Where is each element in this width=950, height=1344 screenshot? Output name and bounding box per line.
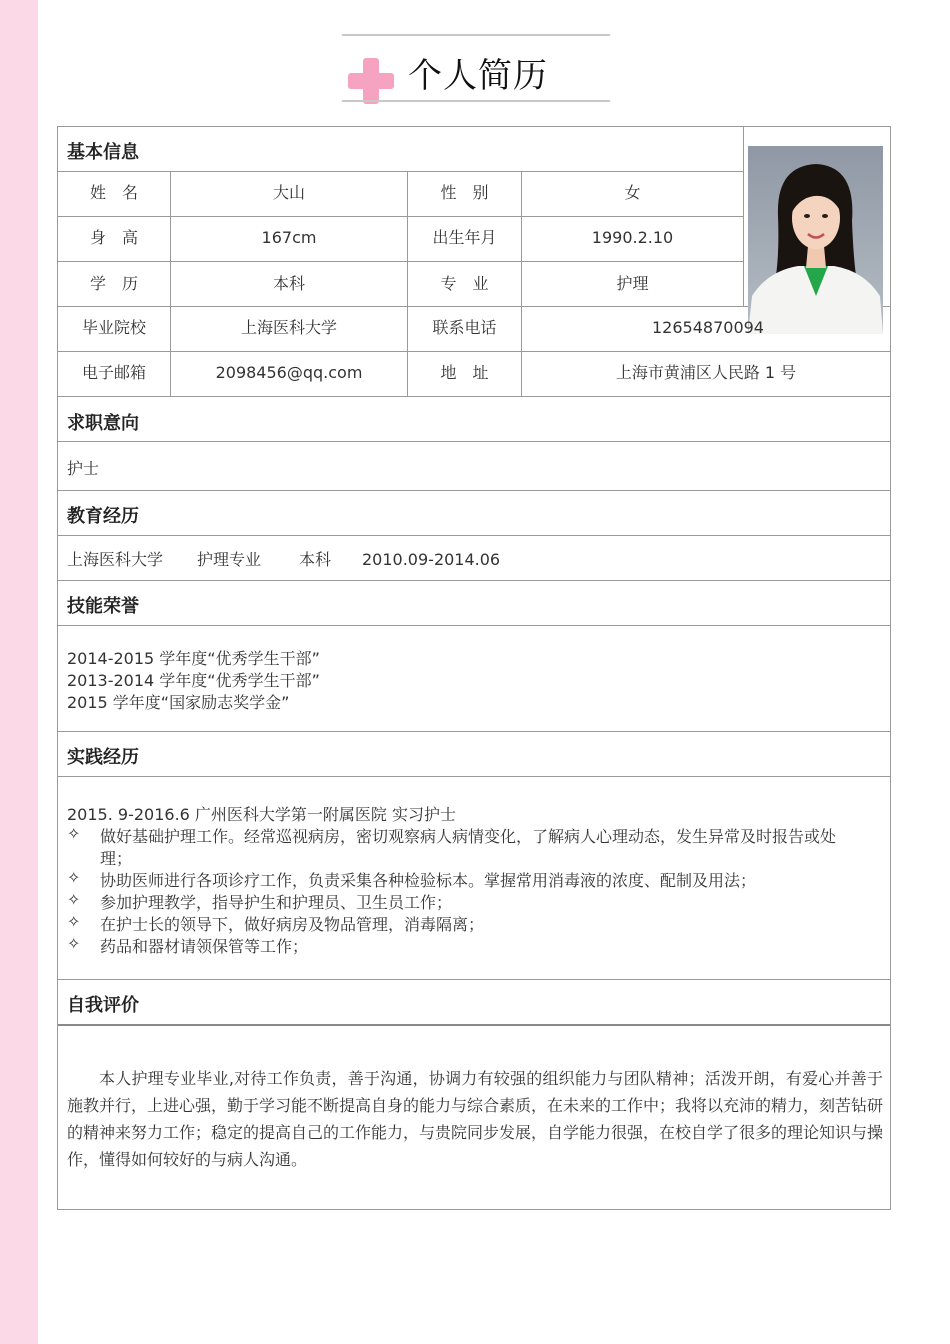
label-birth: 出生年月 <box>432 228 497 247</box>
medical-cross-icon <box>348 58 394 104</box>
self-evaluation-text: 本人护理专业毕业,对待工作负责，善于沟通，协调力有较强的组织能力与团队精神；活泼开朗，有爱心并善于施教并行，上进心强，勤于学习能不断提高自身的能力与综合素质，在未来的工作中；我将以充沛的精力，刻苦钻研的精神来努力工作；稳定的提高自己的工作能力，与贵院同步发展，自学能力很强，在校自学了很多的理论知识与操作，懂得如何较好的与病人沟通。 <box>67 1069 884 1169</box>
section-title-intent: 求职意向 <box>67 413 139 434</box>
education-degree: 本科 <box>299 550 332 569</box>
value-major: 护理 <box>616 274 649 293</box>
section-title-practice: 实践经历 <box>67 747 139 768</box>
section-title-honors: 技能荣誉 <box>67 596 139 617</box>
education-period: 2010.09-2014.06 <box>362 550 501 569</box>
resume-title-block <box>342 34 610 104</box>
education-row <box>67 547 500 570</box>
education-major: 护理专业 <box>197 550 262 569</box>
label-gender: 性 别 <box>440 183 489 202</box>
label-school: 毕业院校 <box>81 318 146 337</box>
section-title-self-evaluation: 自我评价 <box>67 995 139 1016</box>
section-title-basic-info: 基本信息 <box>67 142 139 163</box>
honor-item: 2015 学年度“国家励志奖学金” <box>67 693 290 712</box>
bullet-diamond-icon: ✧ <box>67 868 81 887</box>
decorative-pink-strip <box>0 0 38 1344</box>
intent-value: 护士 <box>67 459 100 478</box>
value-degree: 本科 <box>272 274 305 293</box>
page-title: 个人简历 <box>408 56 548 96</box>
practice-header: 2015. 9-2016.6 广州医科大学第一附属医院 实习护士 <box>67 805 457 824</box>
label-name: 姓 名 <box>89 183 138 202</box>
title-bottom-rule <box>342 100 610 102</box>
bullet-diamond-icon: ✧ <box>67 912 81 931</box>
value-height: 167cm <box>261 228 317 247</box>
title-top-rule <box>342 34 610 36</box>
value-phone: 12654870094 <box>652 318 764 337</box>
resume-table: 基本信息 姓 名 大山 性 别 女 身 高 167cm 出生年月 1990.2.10 学 历 本科 专 业 护理 毕业院校 上海医科大学 联系电话 12654870094 电子邮箱 2098456@qq.com 地 址 上海市黄浦区人民路 1 号 求职意向 护士 教育经历 上海医科大学 护理专业 本科 2010.09-2014.06 技能荣誉 2014-2015 学年度“优秀学生干部” 2013-2014 学年度“优秀学生干部” 2015 学年度“国家励志奖学金” 实践经历 2015. 9-2016.6 广州医科大学第一附属医院 实习护士 ✧ 做好基础护理工作。经常巡视病房，密切观察病人病情变化，了解病人心理动态，发生异常及时报告或处 理； ✧ 协助医师进行各项诊疗工作，负责采集各种检验标本。掌握常用消毒液的浓度、配制及用法； ✧ 参加护理教学，指导护生和护理员、卫生员工作； ✧ 在护士长的领导下，做好病房及物品管理，消毒隔离； ✧ 药品和器材请领保管等工作； 自我评价 本人护理专业毕业,对待工作负责，善于沟通，协调力有较强的组织能力与团队精神；活泼开朗，有爱心并善于施教并行，上进心强，勤于学习能不断提高自身的能力与综合素质，在未来的工作中；我将以充沛的精力，刻苦钻研的精神来努力工作；稳定的提高自己的工作能力，与贵院同步发展，自学能力很强，在校自学了很多的理论知识与操作，懂得如何较好的与病人沟通。 <box>57 126 891 1210</box>
education-school: 上海医科大学 <box>67 550 164 569</box>
bullet-diamond-icon: ✧ <box>67 890 81 909</box>
bullet-diamond-icon: ✧ <box>67 824 81 843</box>
value-email: 2098456@qq.com <box>215 363 363 382</box>
value-birth: 1990.2.10 <box>591 228 674 247</box>
label-phone: 联系电话 <box>432 318 497 337</box>
value-name: 大山 <box>272 183 305 202</box>
portrait-illustration <box>748 146 883 334</box>
honor-item: 2013-2014 学年度“优秀学生干部” <box>67 671 320 690</box>
profile-photo <box>748 146 883 334</box>
honor-item: 2014-2015 学年度“优秀学生干部” <box>67 649 320 668</box>
label-email: 电子邮箱 <box>81 363 146 382</box>
value-address: 上海市黄浦区人民路 1 号 <box>615 363 797 382</box>
value-school: 上海医科大学 <box>240 318 337 337</box>
bullet-diamond-icon: ✧ <box>67 934 81 953</box>
label-height: 身 高 <box>89 228 138 247</box>
value-gender: 女 <box>624 183 641 202</box>
label-degree: 学 历 <box>89 274 138 293</box>
label-address: 地 址 <box>440 363 489 382</box>
label-major: 专 业 <box>440 274 489 293</box>
section-title-education: 教育经历 <box>67 506 139 527</box>
